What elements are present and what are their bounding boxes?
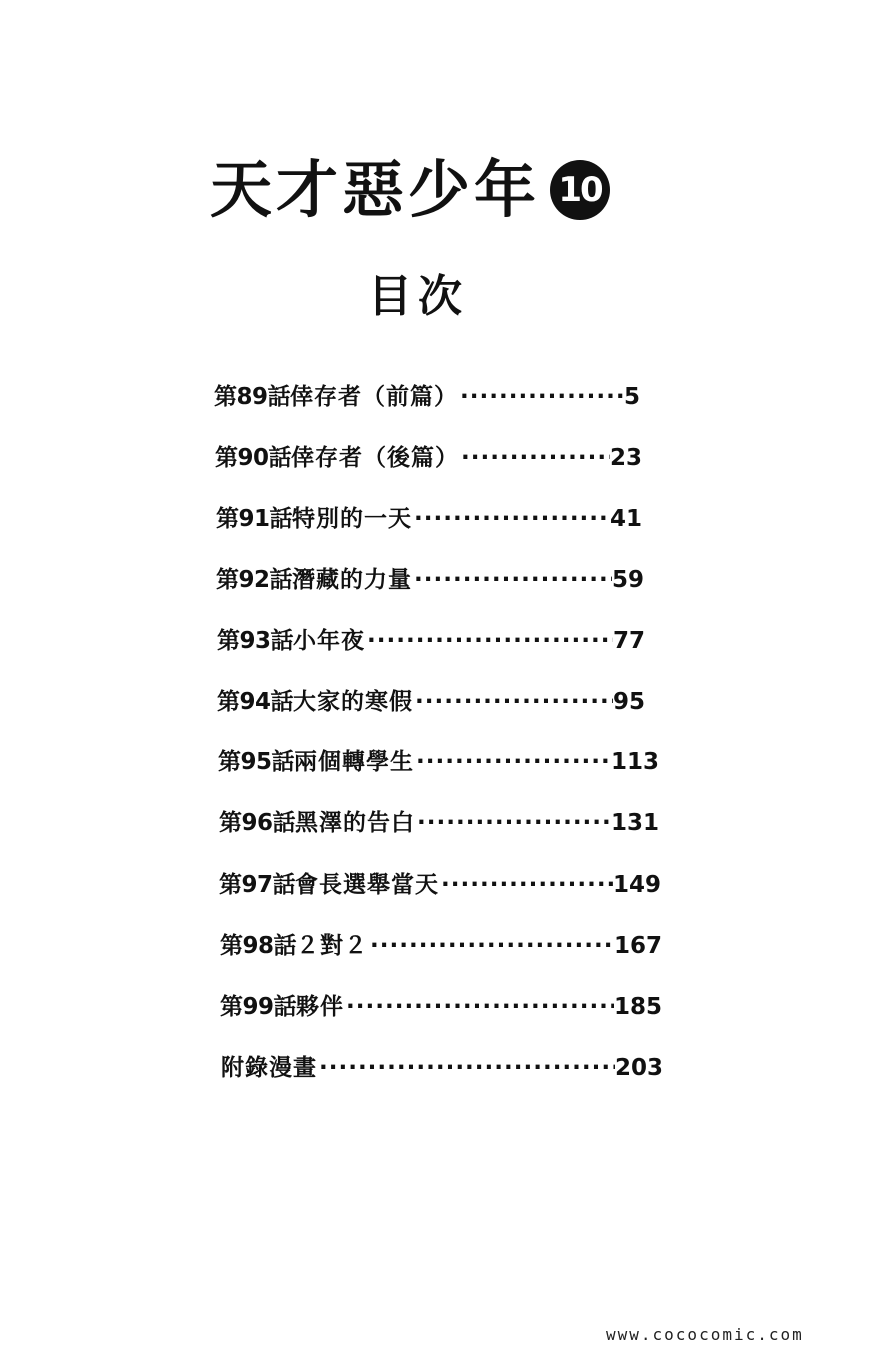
book-title: 天才惡少年 xyxy=(210,153,541,226)
toc-entry-appendix xyxy=(221,1051,663,1085)
chapter-title: 夥伴 xyxy=(296,994,345,1020)
chapter-number: 第95話 xyxy=(218,749,295,775)
chapter-title: 附錄漫畫 xyxy=(221,1055,317,1081)
dot-leader xyxy=(458,380,624,414)
page-number: 167 xyxy=(613,933,662,959)
page-number: 59 xyxy=(611,567,644,593)
chapter-title: ２對２ xyxy=(296,933,369,959)
chapter-title: 倖存者（後篇） xyxy=(291,445,460,471)
title-row xyxy=(210,152,610,228)
page-number: 77 xyxy=(612,628,645,654)
toc-entry-90 xyxy=(215,441,642,475)
dot-leader xyxy=(412,502,610,536)
page-number: 185 xyxy=(613,994,662,1020)
page-number: 203 xyxy=(614,1055,663,1081)
dot-leader xyxy=(412,563,612,597)
chapter-title: 潛藏的力量 xyxy=(292,567,413,593)
page-number: 95 xyxy=(612,689,645,715)
toc-entry-94 xyxy=(217,685,645,719)
chapter-number: 第97話 xyxy=(219,872,296,898)
dot-leader xyxy=(415,806,611,840)
toc-entry-99 xyxy=(220,990,662,1024)
page-number: 113 xyxy=(610,749,659,775)
chapter-number: 第92話 xyxy=(216,567,293,593)
chapter-number: 第91話 xyxy=(216,506,293,532)
toc-entry-89 xyxy=(214,380,640,414)
chapter-title: 兩個轉學生 xyxy=(294,749,415,775)
page-number: 149 xyxy=(612,872,661,898)
chapter-number: 第94話 xyxy=(217,689,294,715)
chapter-title: 倖存者（前篇） xyxy=(290,384,459,410)
dot-leader xyxy=(439,868,613,902)
chapter-number: 第96話 xyxy=(219,810,296,836)
toc-entry-91 xyxy=(216,502,642,536)
chapter-title: 會長選舉當天 xyxy=(295,872,440,898)
site-watermark: www.cococomic.com xyxy=(606,1325,804,1344)
dot-leader xyxy=(365,624,613,658)
chapter-title: 特別的一天 xyxy=(292,506,413,532)
toc-entry-97 xyxy=(219,868,661,902)
dot-leader xyxy=(317,1051,615,1085)
page-number: 23 xyxy=(609,445,642,471)
volume-badge: 10 xyxy=(550,160,610,220)
dot-leader xyxy=(459,441,610,475)
toc-entry-98 xyxy=(220,929,662,963)
toc-entry-96 xyxy=(219,806,659,840)
toc-entry-92 xyxy=(216,563,644,597)
chapter-number: 第89話 xyxy=(214,384,291,410)
chapter-number: 第98話 xyxy=(220,933,297,959)
chapter-number: 第90話 xyxy=(215,445,292,471)
chapter-title: 小年夜 xyxy=(293,628,366,654)
dot-leader xyxy=(368,929,614,963)
chapter-number: 第99話 xyxy=(220,994,297,1020)
dot-leader xyxy=(344,990,614,1024)
toc-entry-95 xyxy=(218,745,659,779)
page-number: 131 xyxy=(610,810,659,836)
page-number: 41 xyxy=(609,506,642,532)
chapter-title: 大家的寒假 xyxy=(293,689,414,715)
toc-heading: 目次 xyxy=(368,271,468,322)
page-number: 5 xyxy=(623,384,640,410)
dot-leader xyxy=(413,685,613,719)
dot-leader xyxy=(414,745,611,779)
toc-entry-93 xyxy=(217,624,645,658)
chapter-number: 第93話 xyxy=(217,628,294,654)
chapter-title: 黑澤的告白 xyxy=(295,810,416,836)
